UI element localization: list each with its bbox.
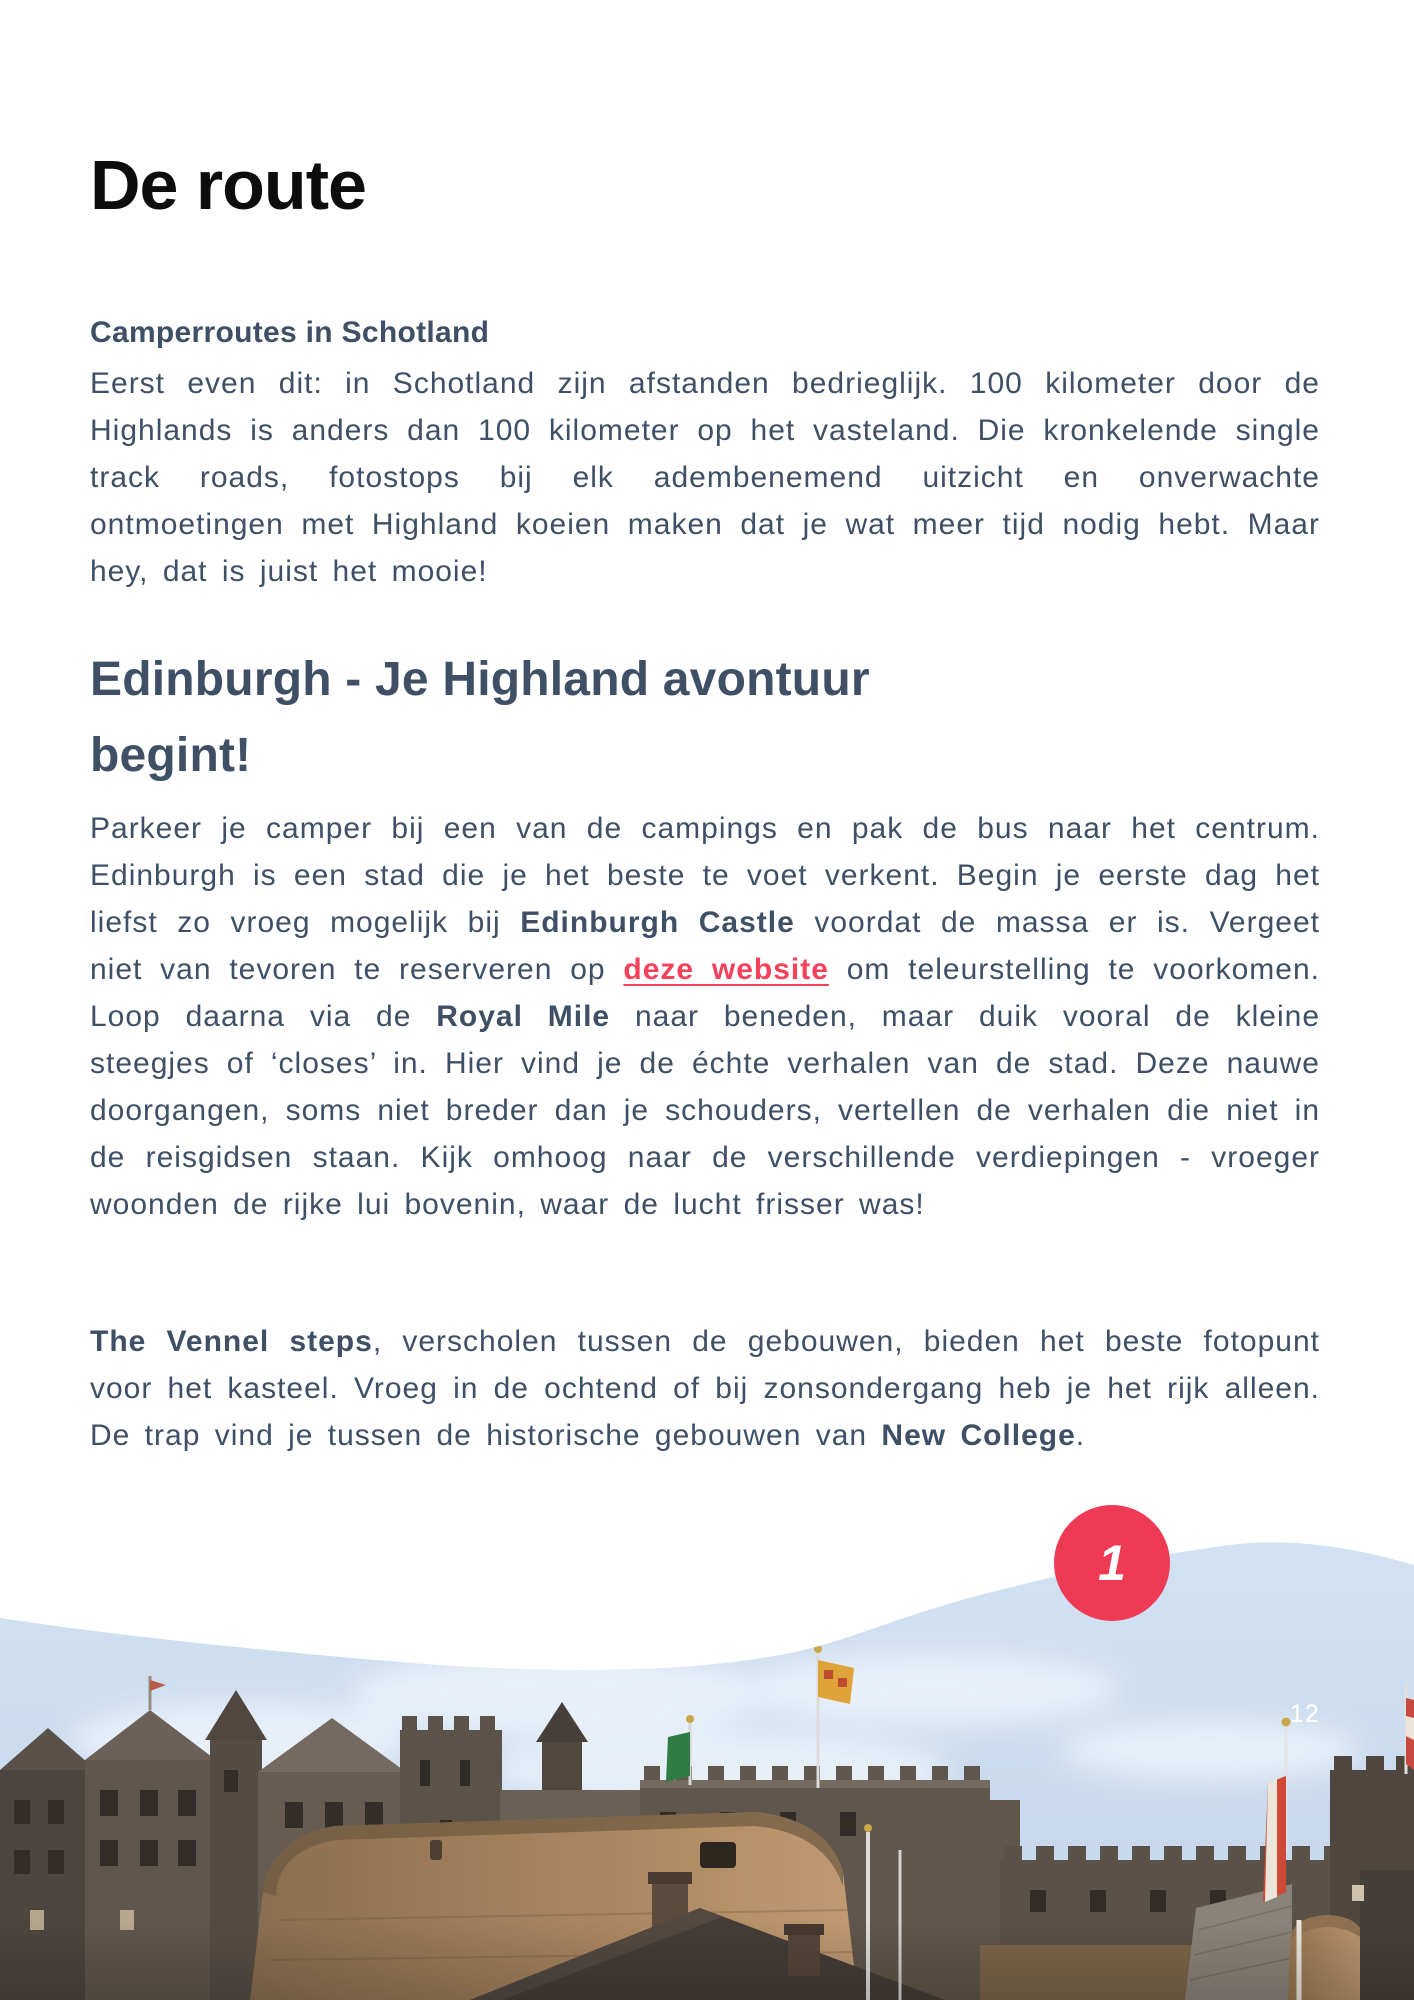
- text-run: .: [1075, 1419, 1086, 1452]
- page-number: 12: [1290, 1700, 1320, 1728]
- text-run: Parkeer je camper bij een van de campings en pak de bus naar het centrum. Edinburgh is een stad die je het beste te voet verkent. Begin je eerste dag het liefst zo vroeg mogelijk bij: [90, 812, 1320, 939]
- intro-paragraph: Eerst even dit: in Schotland zijn afstanden bedrieglijk. 100 kilometer door de Highlands is anders dan 100 kilometer op het vasteland. Die kronkelende single track roads, fotostops bij elk adembenemend uitzicht en onverwachte ontmoetingen met Highland koeien maken dat je wat meer tijd nodig hebt. Maar hey, dat is juist het mooie!: [90, 367, 1320, 588]
- bold-text: Edinburgh Castle: [520, 906, 795, 939]
- section-heading: [90, 642, 1320, 794]
- edinburgh-paragraph: [90, 805, 1320, 1228]
- bold-text: The Vennel steps: [90, 1325, 373, 1358]
- section-heading-line-1: Edinburgh - Je Highland avontuur: [90, 653, 870, 706]
- page-title: De route: [90, 146, 366, 224]
- section-heading-line-2: begint!: [90, 729, 252, 782]
- deze-website-link[interactable]: deze website: [623, 953, 829, 986]
- text-run: , verscholen tussen de gebouwen, bieden het beste fotopunt voor het kasteel. Vroeg in de ochtend of bij zonsondergang heb je het rijk alleen. De trap vind je tussen de historische gebouwen van: [90, 1325, 1320, 1452]
- vennel-paragraph: [90, 1318, 1320, 1459]
- text-run: voordat de massa er is. Vergeet niet van tevoren te reserveren op: [90, 906, 1320, 986]
- bold-text: Royal Mile: [436, 1000, 611, 1033]
- route-number-badge: 1: [1054, 1505, 1170, 1621]
- castle-photo: [0, 1440, 1414, 2000]
- bold-text: New College: [881, 1419, 1076, 1452]
- intro-heading: Camperroutes in Schotland: [90, 316, 490, 349]
- text-run: om teleurstelling te voorkomen. Loop daarna via de: [90, 953, 1321, 1033]
- text-run: naar beneden, maar duik vooral de kleine steegjes of ‘closes’ in. Hier vind je de échte verhalen van de stad. Deze nauwe doorgangen, soms niet breder dan je schouders, vertellen de verhalen die niet in de reisgidsen staan. Kijk omhoog naar de verschillende verdiepingen - vroeger woonden de rijke lui bovenin, waar de lucht frisser was!: [90, 1000, 1321, 1221]
